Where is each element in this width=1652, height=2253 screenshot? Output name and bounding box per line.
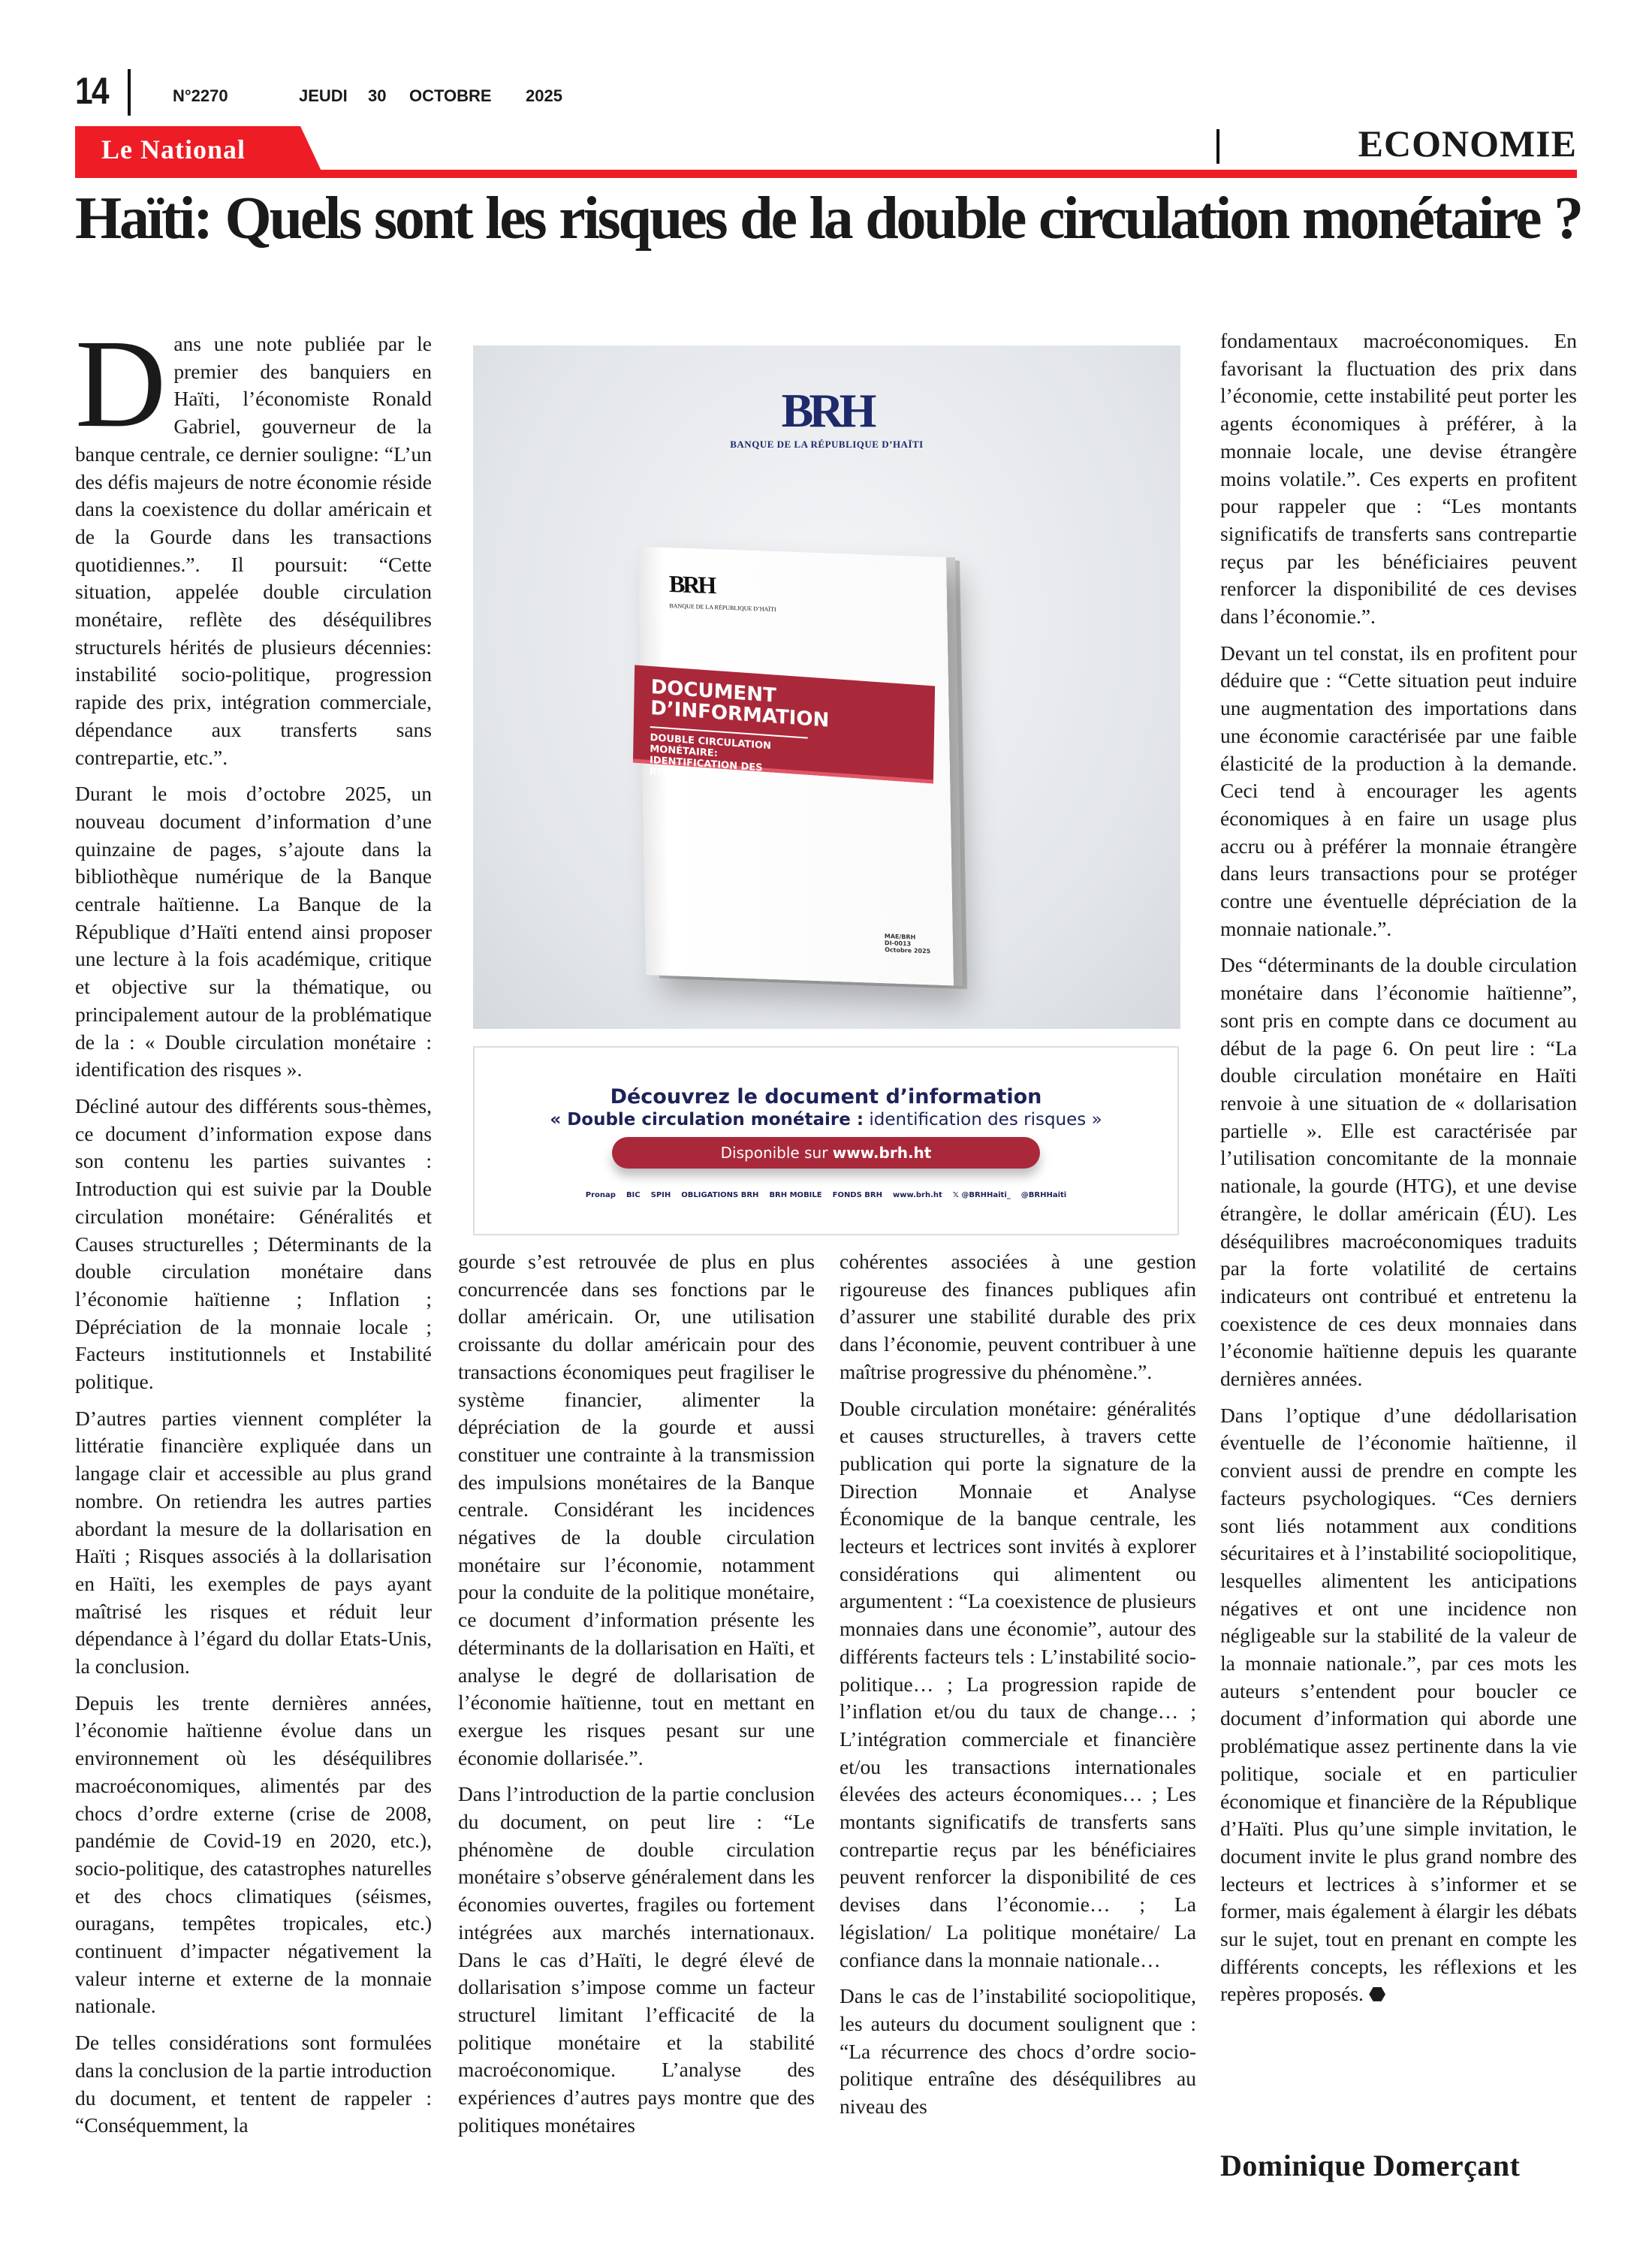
paragraph: gourde s’est retrouvée de plus en plus concurrencée dans ses fonctions par le dollar américain. Or, une utilisation croissante du dollar américain pour des transactions économiques peut fragiliser le système financier, alimenter la dépréciation de la gourde et aussi constituer une contrainte à la transmission des impulsions monétaires de la Banque centrale. Considérant les incidences négatives de la double circulation monétaire sur l’économie, notamment pour la conduite de la politique monétaire, ce document d’information présente les déterminants de la dollarisation en Haïti, et analyse le degré de dollarisation de l’économie haïtienne, tout en mettant en exergue les risques pesant sur une économie dollarisée.”. xyxy=(458,1250,815,1769)
paragraph: Double circulation monétaire: généralités et causes structurelles, à travers cette publication qui porte la signature de la Direction Monnaie et Analyse Économique de la banque centrale, les lecteurs et lectrices sont invités à explorer considérations qui alimentent ou argumentent : “La coexistence de plusieurs monnaies dans une économie”, autour des différents facteurs tels : L’instabilité socio-politique… ; La progression rapide de l’inflation et/ou du taux de change… ; L’intégration commerciale et financière et/ou les transactions internationales élevées des acteurs économiques… ; Les montants significatifs de transferts sans contrepartie reçus par les bénéficiaires peuvent renforcer la disponibilité de ces devises dans l’économie… ; La législation/ La politique monétaire/ La confiance dans la monnaie nationale… xyxy=(840,1396,1196,1971)
ad-headline: Découvrez le document d’information xyxy=(610,1085,1042,1108)
paragraph: Depuis les trente dernières années, l’économie haïtienne évolue dans un environnement où les déséquilibres macroéconomiques, alimentés par des chocs d’ordre externe (crise de 2008, pandémie de Covid-19 en 2020, etc.), socio-politique, des catastrophes naturelles et des chocs climatiques (séismes, ouragans, tempêtes tropicales, etc.) continuent d’impacter négativement la valeur interne et externe de la monnaie nationale. xyxy=(75,1691,432,2018)
paragraph: De telles considérations sont formulées dans la conclusion de la partie introduction du document, et tentent de rappeler : “Conséquemment, la xyxy=(75,2031,432,2137)
article-image xyxy=(473,345,1180,1029)
section-title: ECONOMIE xyxy=(1358,122,1577,164)
column-1 xyxy=(75,314,432,2149)
paragraph: Décliné autour des différents sous-thèmes, ce document d’information expose dans son contenu les parties suivantes : Introduction qui est suivie par la Double circulation monétaire: Généralités et Causes structurelles ; Déterminants de la double circulation monétaire dans l’économie haïtienne ; Inflation ; Dépréciation de la monnaie locale ; Facteurs institutionnels et Instabilité politique. xyxy=(75,1093,432,1394)
paragraph: Dans le cas de l’instabilité sociopolitique, les auteurs du document soulignent que : “La récurrence des chocs d’ordre socio-politique entraîne des déséquilibres au niveau des xyxy=(840,1984,1196,2119)
article-title: Haïti: Quels sont les risques de la double circulation monétaire ? xyxy=(75,185,1581,252)
brand-logo: Le National xyxy=(101,134,246,164)
drop-cap: D xyxy=(75,314,167,454)
header-rule xyxy=(75,170,1577,178)
paragraph: fondamentaux macroéconomiques. En favorisant la fluctuation des prix dans l’économie, cette instabilité peut porter les agents économiques à préférer, à la monnaie locale, une devise étrangère moins volatile.”. Ces experts en profitent pour rappeler que : “Les montants significatifs de transferts sans contrepartie reçus par les bénéficiaires peuvent renforcer la disponibilité de ces devises dans l’économie.”. xyxy=(1220,329,1577,629)
book-cover xyxy=(638,547,954,986)
paragraph: Devant un tel constat, ils en profitent pour déduire que : “Cette situation peut induire une augmentation des importations dans une économie caractérisée par une faible élasticité de la production à la demande. Ceci tend à encourager les agents économiques à en faire un usage plus accru ou à préférer la monnaie étrangère dans leurs transactions pour se protéger contre une éventuelle dépréciation de la monnaie nationale.”. xyxy=(1220,641,1577,940)
column-3 xyxy=(840,1248,1196,2130)
paragraph: D’autres parties viennent compléter la littératie financière expliquée dans un langage clair et accessible au plus grand nombre. On retiendra les autres parties abordant la mesure de la dollarisation en Haïti ; Risques associés à la dollarisation en Haïti, les exemples de pays ayant maîtrisé les risques et réduit leur dépendance à l’égard du dollar Etats-Unis, la conclusion. xyxy=(75,1406,432,1678)
date-day-name: JEUDI xyxy=(299,86,348,105)
column-4 xyxy=(1220,327,1577,2018)
author-byline: Dominique Domerçant xyxy=(1220,2149,1521,2182)
paragraph: ans une note publiée par le premier des banquiers en Haïti, l’économiste Ronald Gabriel, gouverneur de la banque centrale, ce dernier souligne: “L’un des défis majeurs de notre économie réside dans la coexistence du dollar américain et de la Gourde dans les transactions quotidiennes.”. Il poursuit: “Cette situation, appelée double circulation monétaire, reflète des déséquilibres structurels hérités de plusieurs décennies: instabilité socio-politique, progression rapide des prix, intégration commerciale, dépendance aux transferts sans contrepartie, etc.”. xyxy=(75,332,432,769)
date-month: OCTOBRE xyxy=(409,86,492,105)
ad-subline: « Double circulation monétaire : identification des risques » xyxy=(550,1110,1102,1130)
ad-availability-button[interactable]: Disponible sur www.brh.ht xyxy=(612,1137,1040,1169)
paragraph: Durant le mois d’octobre 2025, un nouveau document d’information d’une quinzaine de pages, s’ajoute dans la bibliothèque numérique de la Banque centrale haïtienne. La Banque de la République d’Haïti entend ainsi proposer une lecture à la fois académique, critique et objective sur la thématique, ou principalement autour de la problématique de la : « Double circulation monétaire : identification des risques ». xyxy=(75,782,432,1081)
divider xyxy=(128,69,131,116)
ad-partner-logos: Pronap BIC SPIH OBLIGATIONS BRH BRH MOBILE FONDS BRH www.brh.ht 𝕏 @BRHHaiti_ @BRHHaiti xyxy=(585,1191,1067,1199)
book-reference: MAE/BRH DI-0013 Octobre 2025 xyxy=(884,933,931,955)
book-title-band: DOCUMENT D’INFORMATION DOUBLE CIRCULATION MONÉTAIRE: IDENTIFICATION DES RISQUES xyxy=(633,665,935,784)
divider xyxy=(1216,129,1219,164)
brh-advert xyxy=(473,1046,1179,1235)
brh-logo: BRH BANQUE DE LA RÉPUBLIQUE D’HAÏTI xyxy=(730,384,924,450)
column-2 xyxy=(458,1248,815,2149)
paragraph: Dans l’optique d’une dédollarisation éventuelle de l’économie haïtienne, il convient aussi de prendre en compte les facteurs psychologiques. “Ces derniers sont liés notamment aux conditions sécuritaires et à l’instabilité sociopolitique, lesquelles alimentent les anticipations négatives et ont une incidence non négligeable sur la stabilité de la valeur de la monnaie nationale.”, par ces mots les auteurs s’entendent pour boucler ce document d’information qui aborde une problématique assez pertinente dans la vie politique, sociale et en particulier économique et financière de la République d’Haïti. Plus qu’une simple invitation, le document invite le plus grand nombre des lecteurs et lectrices à s’informer et se former, mais également à élargir les débats sur le sujet, tout en prenant en compte les différents concepts, les réflexions et les repères proposés. xyxy=(1220,1403,1577,2006)
paragraph: Dans l’introduction de la partie conclusion du document, on peut lire : “Le phénomène de double circulation monétaire s’observe généralement dans les économies ouvertes, fragiles ou fortement intégrées aux marchés internationaux. Dans le cas d’Haïti, le degré élevé de dollarisation s’impose comme un facteur structurel limitant l’efficacité de la politique monétaire et la stabilité macroéconomique. L’analyse des expériences d’autres pays montre que des politiques monétaires xyxy=(458,1782,815,2137)
book-logo: BRH BANQUE DE LA RÉPUBLIQUE D’HAÏTI xyxy=(668,570,776,614)
date-day: 30 xyxy=(368,86,387,105)
paragraph: cohérentes associées à une gestion rigoureuse des finances publiques afin d’assurer une stabilité durable des prix dans l’économie, peuvent contribuer à une maîtrise progressive du phénomène.”. xyxy=(840,1250,1196,1383)
paragraph: Des “déterminants de la double circulation monétaire dans l’économie haïtienne”, sont pris en compte dans ce document au début de la page 6. On peut lire : “La double circulation monétaire en Haïti renvoie à une situation de « dollarisation partielle ». Elle est caractérisée par l’utilisation concomitante de la monnaie nationale, la gourde (HTG), et une devise étrangère, le dollar américain (ÉU). Les déséquilibres macroéconomiques traduits par la forte volatilité de certains indicateurs ont contribué et entretenu la coexistence de ces deux monnaies dans l’économie haïtienne depuis les quarante dernières années. xyxy=(1220,953,1577,1391)
date-year: 2025 xyxy=(526,86,562,105)
end-mark-icon: ⬣ xyxy=(1368,1983,1386,2006)
page-number: 14 xyxy=(75,70,108,112)
issue-number: N°2270 xyxy=(173,86,228,105)
